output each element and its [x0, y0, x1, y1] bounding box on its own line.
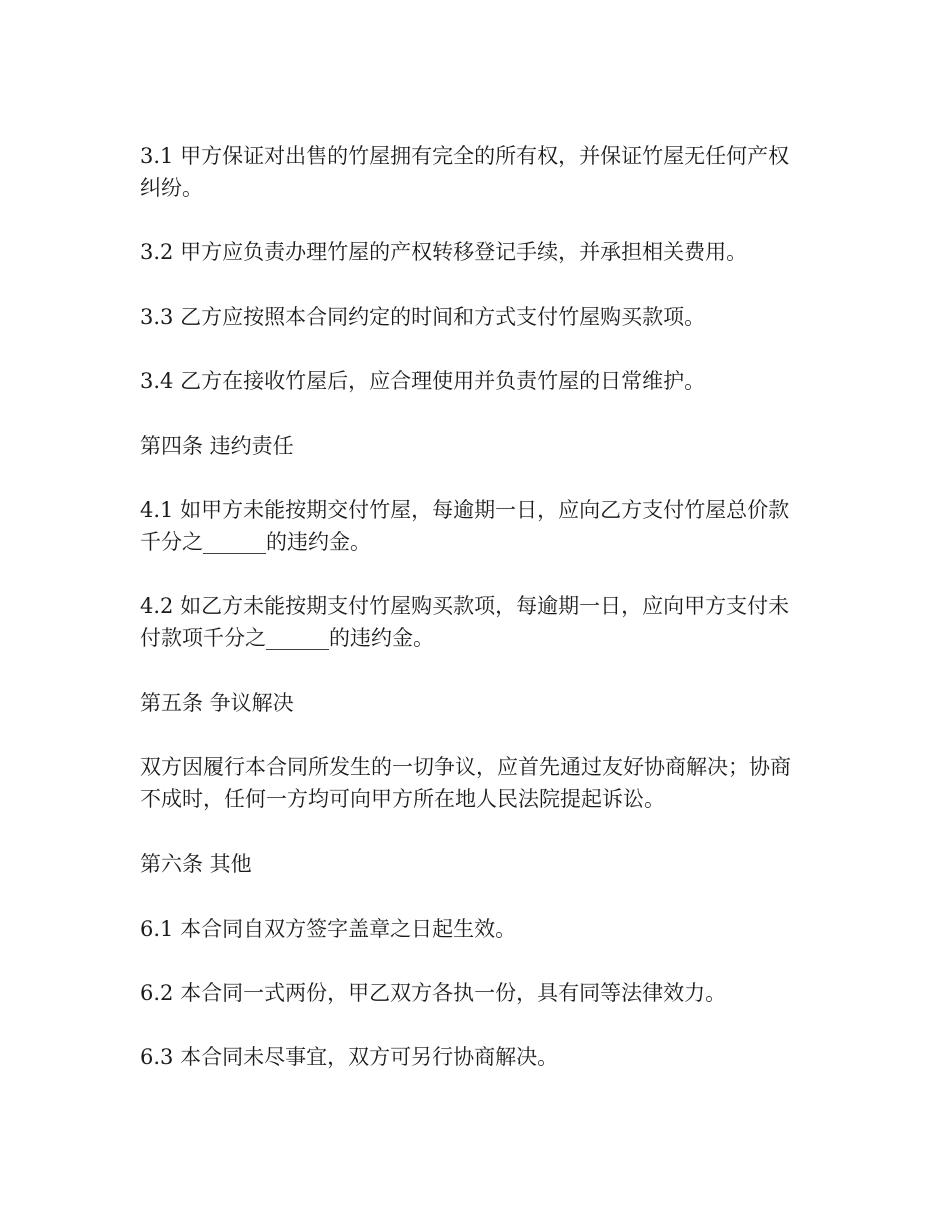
article-6-heading: 第六条 其他: [140, 852, 252, 876]
clause-3-1: 3.1 甲方保证对出售的竹屋拥有完全的所有权，并保证竹屋无任何产权纠纷。: [140, 144, 790, 200]
clause-4-2: 4.2 如乙方未能按期支付竹屋购买款项，每逾期一日，应向甲方支付未付款项千分之______的违约金。: [140, 594, 790, 650]
clause-6-2: 6.2 本合同一式两份，甲乙双方各执一份，具有同等法律效力。: [140, 981, 727, 1005]
article-5-heading: 第五条 争议解决: [140, 691, 294, 715]
article-5-body: 双方因履行本合同所发生的一切争议，应首先通过友好协商解决；协商不成时，任何一方均可向甲方所在地人民法院提起诉讼。: [140, 755, 791, 811]
clause-3-3: 3.3 乙方应按照本合同约定的时间和方式支付竹屋购买款项。: [140, 305, 706, 329]
clause-4-1: 4.1 如甲方未能按期交付竹屋，每逾期一日，应向乙方支付竹屋总价款千分之______的违约金。: [140, 498, 790, 554]
article-4-heading: 第四条 违约责任: [140, 434, 294, 458]
clause-6-1: 6.1 本合同自双方签字盖章之日起生效。: [140, 917, 517, 941]
clause-3-2: 3.2 甲方应负责办理竹屋的产权转移登记手续，并承担相关费用。: [140, 240, 748, 264]
clause-3-4: 3.4 乙方在接收竹屋后，应合理使用并负责竹屋的日常维护。: [140, 369, 706, 393]
clause-6-3: 6.3 本合同未尽事宜，双方可另行协商解决。: [140, 1045, 559, 1069]
